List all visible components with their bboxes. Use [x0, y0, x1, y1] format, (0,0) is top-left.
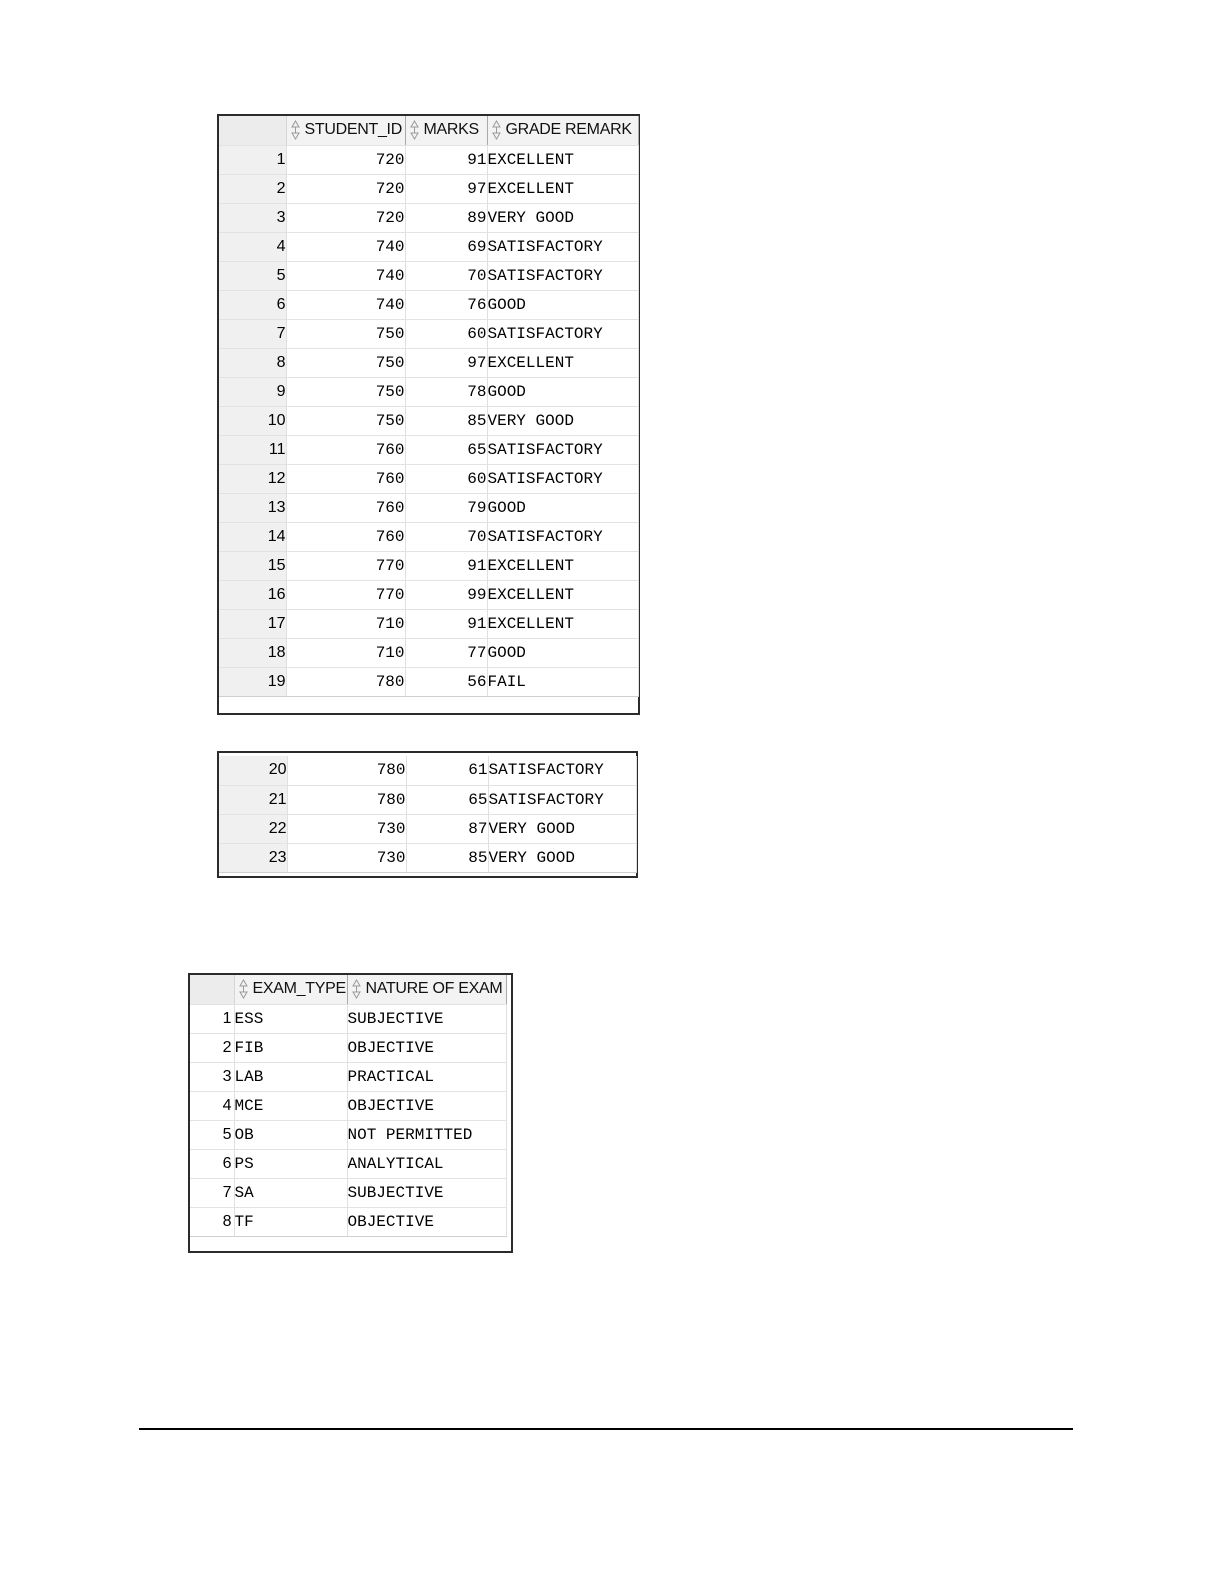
student-id-cell[interactable]: 750 — [286, 348, 405, 377]
row-number: 22 — [219, 814, 287, 843]
row-number: 1 — [190, 1004, 234, 1033]
grade-remark-cell[interactable]: GOOD — [487, 638, 638, 667]
row-number: 1 — [219, 145, 286, 174]
row-number: 11 — [219, 435, 286, 464]
student-id-cell[interactable]: 770 — [286, 580, 405, 609]
student-id-cell[interactable]: 730 — [287, 814, 406, 843]
exam-type-cell[interactable]: TF — [234, 1207, 347, 1236]
marks-cell[interactable]: 78 — [405, 377, 487, 406]
row-number: 6 — [190, 1149, 234, 1178]
table-row[interactable] — [219, 756, 636, 785]
sort-arrows-icon[interactable] — [410, 120, 419, 140]
exam-type-cell[interactable]: FIB — [234, 1033, 347, 1062]
marks-cell[interactable]: 85 — [405, 406, 487, 435]
marks-cell[interactable]: 91 — [405, 145, 487, 174]
row-number: 3 — [219, 203, 286, 232]
grade-remark-cell[interactable]: SATISFACTORY — [487, 435, 638, 464]
column-header-grade-remark[interactable] — [487, 116, 638, 145]
student-id-cell[interactable]: 770 — [286, 551, 405, 580]
grade-remark-cell[interactable]: VERY GOOD — [488, 843, 636, 872]
exam-grid — [188, 973, 513, 1253]
marks-cell[interactable]: 85 — [406, 843, 488, 872]
table-row[interactable] — [190, 1004, 506, 1033]
column-header-marks[interactable] — [405, 116, 487, 145]
results-grid — [217, 114, 640, 715]
row-number: 8 — [219, 348, 286, 377]
row-number: 7 — [219, 319, 286, 348]
column-header-label: STUDENT_ID — [304, 121, 402, 139]
table-row[interactable] — [219, 435, 638, 464]
grade-remark-cell[interactable]: EXCELLENT — [487, 348, 638, 377]
marks-cell[interactable]: 70 — [405, 261, 487, 290]
marks-cell[interactable]: 70 — [405, 522, 487, 551]
grade-remark-cell[interactable]: VERY GOOD — [487, 203, 638, 232]
student-id-cell[interactable]: 780 — [287, 785, 406, 814]
table-row[interactable] — [190, 1178, 506, 1207]
row-number: 5 — [219, 261, 286, 290]
grade-remark-cell[interactable]: EXCELLENT — [487, 609, 638, 638]
sort-arrows-icon[interactable] — [352, 979, 361, 999]
table-row[interactable] — [190, 1120, 506, 1149]
row-number: 3 — [190, 1062, 234, 1091]
grade-remark-cell[interactable]: VERY GOOD — [487, 406, 638, 435]
table-row[interactable] — [219, 609, 638, 638]
row-number: 10 — [219, 406, 286, 435]
student-id-cell[interactable]: 740 — [286, 261, 405, 290]
table-row[interactable] — [219, 174, 638, 203]
grade-remark-cell[interactable]: EXCELLENT — [487, 551, 638, 580]
table-row[interactable] — [190, 1033, 506, 1062]
table-row[interactable] — [219, 464, 638, 493]
nature-of-exam-cell[interactable]: SUBJECTIVE — [347, 1004, 506, 1033]
table-row[interactable] — [219, 814, 636, 843]
marks-cell[interactable]: 91 — [405, 551, 487, 580]
student-id-cell[interactable]: 780 — [286, 667, 405, 696]
grade-remark-cell[interactable]: SATISFACTORY — [487, 522, 638, 551]
nature-of-exam-cell[interactable]: OBJECTIVE — [347, 1033, 506, 1062]
marks-cell[interactable]: 60 — [405, 464, 487, 493]
marks-cell[interactable]: 60 — [405, 319, 487, 348]
column-header-label: MARKS — [423, 121, 479, 139]
column-header-label: GRADE REMARK — [505, 121, 632, 139]
row-number: 5 — [190, 1120, 234, 1149]
column-header-exam-type[interactable] — [234, 975, 347, 1004]
row-number-header — [219, 116, 286, 145]
exam-type-cell[interactable]: LAB — [234, 1062, 347, 1091]
table-row[interactable] — [190, 1091, 506, 1120]
table-row[interactable] — [190, 1062, 506, 1091]
row-number: 14 — [219, 522, 286, 551]
table-row[interactable] — [190, 1207, 506, 1236]
grade-remark-cell[interactable]: SATISFACTORY — [487, 232, 638, 261]
grade-remark-cell[interactable]: SATISFACTORY — [487, 261, 638, 290]
column-header-label: NATURE OF EXAM — [365, 980, 503, 998]
sort-arrows-icon[interactable] — [291, 120, 300, 140]
student-id-cell[interactable]: 740 — [286, 232, 405, 261]
table-row[interactable] — [219, 638, 638, 667]
nature-of-exam-cell[interactable]: SUBJECTIVE — [347, 1178, 506, 1207]
table-row[interactable] — [219, 145, 638, 174]
marks-cell[interactable]: 97 — [405, 348, 487, 377]
row-number: 7 — [190, 1178, 234, 1207]
row-number: 8 — [190, 1207, 234, 1236]
results-grid-continued — [217, 751, 638, 878]
table-row[interactable] — [219, 348, 638, 377]
sort-arrows-icon[interactable] — [239, 979, 248, 999]
marks-cell[interactable]: 65 — [405, 435, 487, 464]
results-table — [219, 116, 639, 697]
student-id-cell[interactable]: 720 — [286, 203, 405, 232]
grade-remark-cell[interactable]: EXCELLENT — [487, 580, 638, 609]
column-header-label: EXAM_TYPE — [252, 980, 346, 998]
marks-cell[interactable]: 89 — [405, 203, 487, 232]
student-id-cell[interactable]: 750 — [286, 406, 405, 435]
row-number: 18 — [219, 638, 286, 667]
header-row — [190, 975, 506, 1004]
table-row[interactable] — [219, 580, 638, 609]
table-row[interactable] — [219, 232, 638, 261]
student-id-cell[interactable]: 760 — [286, 493, 405, 522]
grade-remark-cell[interactable]: GOOD — [487, 290, 638, 319]
column-header-student-id[interactable] — [286, 116, 405, 145]
grade-remark-cell[interactable]: SATISFACTORY — [487, 319, 638, 348]
marks-cell[interactable]: 87 — [406, 814, 488, 843]
table-row[interactable] — [190, 1149, 506, 1178]
header-row — [219, 116, 638, 145]
marks-cell[interactable]: 56 — [405, 667, 487, 696]
student-id-cell[interactable]: 720 — [286, 174, 405, 203]
table-row[interactable] — [219, 667, 638, 696]
grade-remark-cell[interactable]: VERY GOOD — [488, 814, 636, 843]
row-number: 9 — [219, 377, 286, 406]
grade-remark-cell[interactable]: SATISFACTORY — [488, 785, 636, 814]
grade-remark-cell[interactable]: SATISFACTORY — [488, 756, 636, 785]
exam-table — [190, 975, 507, 1237]
row-number: 20 — [219, 756, 287, 785]
row-number: 21 — [219, 785, 287, 814]
student-id-cell[interactable]: 720 — [286, 145, 405, 174]
student-id-cell[interactable]: 710 — [286, 609, 405, 638]
row-number: 4 — [219, 232, 286, 261]
exam-type-cell[interactable]: OB — [234, 1120, 347, 1149]
table-row[interactable] — [219, 203, 638, 232]
column-header-nature-of-exam[interactable] — [347, 975, 506, 1004]
student-id-cell[interactable]: 740 — [286, 290, 405, 319]
table-row[interactable] — [219, 493, 638, 522]
footer-divider — [139, 1428, 1073, 1430]
student-id-cell[interactable]: 750 — [286, 377, 405, 406]
nature-of-exam-cell[interactable]: OBJECTIVE — [347, 1091, 506, 1120]
table-row[interactable] — [219, 843, 636, 872]
nature-of-exam-cell[interactable]: ANALYTICAL — [347, 1149, 506, 1178]
grade-remark-cell[interactable]: GOOD — [487, 493, 638, 522]
marks-cell[interactable]: 61 — [406, 756, 488, 785]
grade-remark-cell[interactable]: EXCELLENT — [487, 145, 638, 174]
student-id-cell[interactable]: 750 — [286, 319, 405, 348]
exam-type-cell[interactable]: SA — [234, 1178, 347, 1207]
student-id-cell[interactable]: 710 — [286, 638, 405, 667]
nature-of-exam-cell[interactable]: PRACTICAL — [347, 1062, 506, 1091]
row-number: 13 — [219, 493, 286, 522]
row-number-header — [190, 975, 234, 1004]
exam-type-cell[interactable]: PS — [234, 1149, 347, 1178]
table-row[interactable] — [219, 319, 638, 348]
marks-cell[interactable]: 99 — [405, 580, 487, 609]
table-row[interactable] — [219, 261, 638, 290]
grade-remark-cell[interactable]: FAIL — [487, 667, 638, 696]
grade-remark-cell[interactable]: GOOD — [487, 377, 638, 406]
student-id-cell[interactable]: 760 — [286, 464, 405, 493]
table-row[interactable] — [219, 551, 638, 580]
nature-of-exam-cell[interactable]: OBJECTIVE — [347, 1207, 506, 1236]
row-number: 15 — [219, 551, 286, 580]
marks-cell[interactable]: 91 — [405, 609, 487, 638]
row-number: 6 — [219, 290, 286, 319]
table-row[interactable] — [219, 522, 638, 551]
results-table-continued — [219, 756, 637, 873]
marks-cell[interactable]: 65 — [406, 785, 488, 814]
exam-type-cell[interactable]: MCE — [234, 1091, 347, 1120]
marks-cell[interactable]: 69 — [405, 232, 487, 261]
table-row[interactable] — [219, 377, 638, 406]
student-id-cell[interactable]: 760 — [286, 522, 405, 551]
marks-cell[interactable]: 76 — [405, 290, 487, 319]
row-number: 16 — [219, 580, 286, 609]
row-number: 4 — [190, 1091, 234, 1120]
marks-cell[interactable]: 77 — [405, 638, 487, 667]
sort-arrows-icon[interactable] — [492, 120, 501, 140]
table-row[interactable] — [219, 406, 638, 435]
student-id-cell[interactable]: 730 — [287, 843, 406, 872]
table-row[interactable] — [219, 290, 638, 319]
row-number: 12 — [219, 464, 286, 493]
marks-cell[interactable]: 79 — [405, 493, 487, 522]
student-id-cell[interactable]: 780 — [287, 756, 406, 785]
row-number: 2 — [219, 174, 286, 203]
row-number: 23 — [219, 843, 287, 872]
exam-type-cell[interactable]: ESS — [234, 1004, 347, 1033]
row-number: 2 — [190, 1033, 234, 1062]
student-id-cell[interactable]: 760 — [286, 435, 405, 464]
grade-remark-cell[interactable]: EXCELLENT — [487, 174, 638, 203]
nature-of-exam-cell[interactable]: NOT PERMITTED — [347, 1120, 506, 1149]
row-number: 17 — [219, 609, 286, 638]
grade-remark-cell[interactable]: SATISFACTORY — [487, 464, 638, 493]
table-row[interactable] — [219, 785, 636, 814]
row-number: 19 — [219, 667, 286, 696]
marks-cell[interactable]: 97 — [405, 174, 487, 203]
